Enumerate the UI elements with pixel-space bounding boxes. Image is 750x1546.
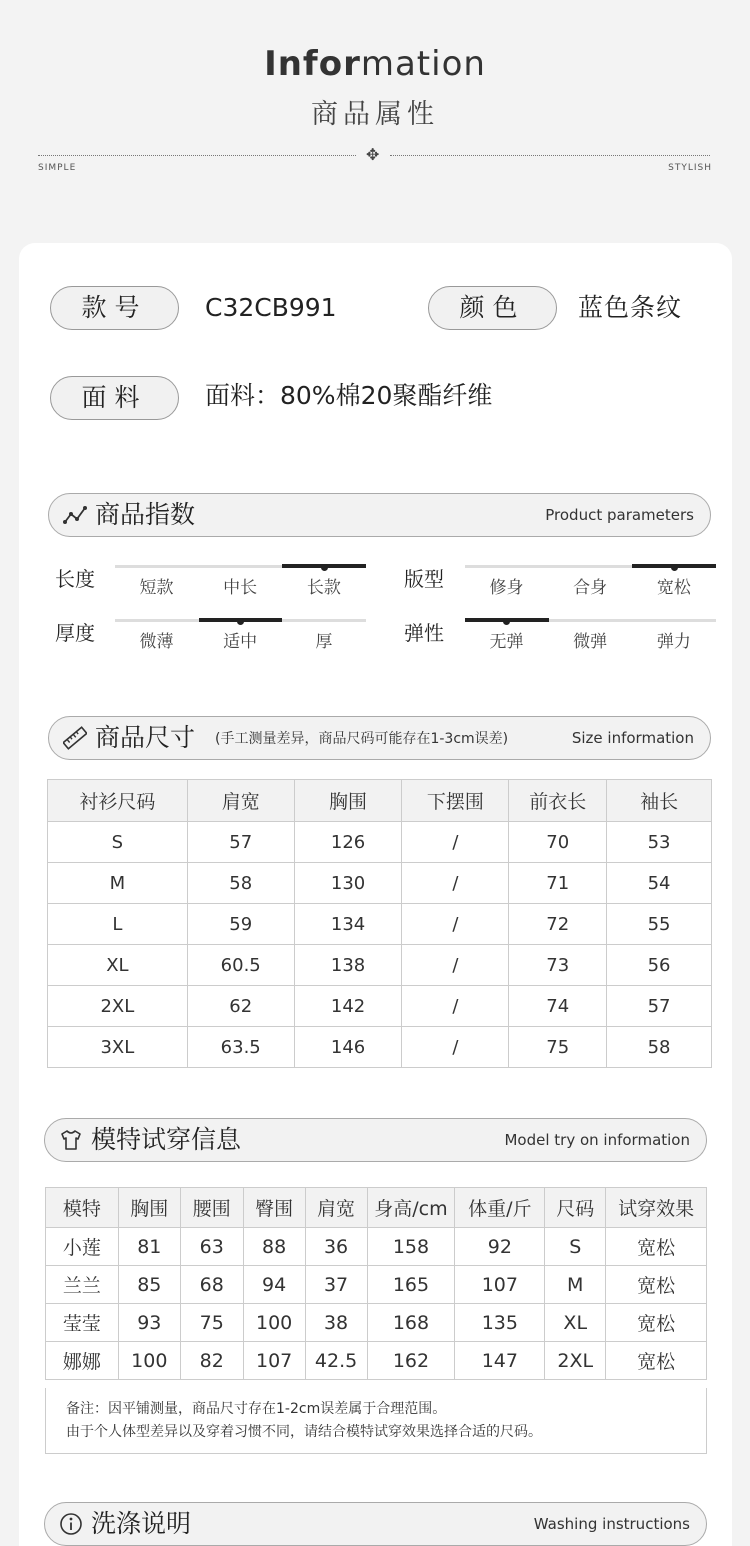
size-cell: / — [402, 945, 509, 986]
size-cell: 72 — [509, 904, 607, 945]
model-cell: 63 — [180, 1228, 243, 1266]
size-info-title: 商品尺寸 — [95, 723, 196, 752]
wash-info-title: 洗涤说明 — [91, 1509, 192, 1538]
info-icon — [59, 1512, 83, 1536]
size-cell: / — [402, 986, 509, 1027]
model-cell: 135 — [455, 1304, 545, 1342]
size-header-cell: 衬衫尺码 — [48, 780, 188, 822]
size-header-cell: 肩宽 — [187, 780, 294, 822]
scale-option: 合身 — [573, 578, 608, 598]
model-cell: 158 — [367, 1228, 455, 1266]
size-cell: 142 — [294, 986, 402, 1027]
shirt-icon — [59, 1128, 83, 1152]
model-cell: 37 — [305, 1266, 367, 1304]
model-table — [45, 1187, 707, 1380]
scale-option: 短款 — [139, 578, 174, 598]
product-index-en: Product parameters — [545, 506, 694, 524]
size-table-header — [48, 780, 712, 822]
model-cell: 85 — [118, 1266, 180, 1304]
size-cell: 63.5 — [187, 1027, 294, 1068]
page-title — [0, 44, 750, 84]
model-cell: 宽松 — [606, 1342, 707, 1380]
model-cell: 75 — [180, 1304, 243, 1342]
ruler-icon — [63, 726, 87, 750]
scale-option: 无弹 — [489, 632, 524, 652]
size-header-cell: 前衣长 — [509, 780, 607, 822]
remark-line-2: 由于个人体型差异以及穿着习惯不同，请结合模特试穿效果选择合适的尺码。 — [66, 1424, 542, 1440]
model-cell: 107 — [243, 1342, 305, 1380]
size-cell: 71 — [509, 863, 607, 904]
model-cell: 81 — [118, 1228, 180, 1266]
model-cell: 莹莹 — [46, 1304, 119, 1342]
model-header-cell: 身高/cm — [367, 1188, 455, 1228]
model-info-en: Model try on information — [504, 1131, 690, 1149]
size-info-header — [48, 716, 711, 760]
size-header-cell: 胸围 — [294, 780, 402, 822]
size-cell: 70 — [509, 822, 607, 863]
size-cell: 55 — [607, 904, 712, 945]
table-row — [48, 1027, 712, 1068]
scale-marker — [321, 564, 328, 571]
model-cell: 165 — [367, 1266, 455, 1304]
divider-right — [390, 155, 710, 156]
four-point-star-icon: ✥ — [366, 145, 380, 164]
scale-marker — [503, 618, 510, 625]
size-cell: 54 — [607, 863, 712, 904]
size-cell: 58 — [607, 1027, 712, 1068]
size-cell: XL — [48, 945, 188, 986]
scale-option: 微薄 — [139, 632, 174, 652]
size-cell: 126 — [294, 822, 402, 863]
model-cell: 92 — [455, 1228, 545, 1266]
size-cell: 53 — [607, 822, 712, 863]
thickness-scale — [115, 619, 366, 652]
model-table-header — [46, 1188, 707, 1228]
model-cell: 107 — [455, 1266, 545, 1304]
scale-marker — [671, 564, 678, 571]
model-cell: 宽松 — [606, 1304, 707, 1342]
scale-option: 弹力 — [656, 632, 691, 652]
title-bold: Infor — [264, 44, 361, 84]
size-cell: 130 — [294, 863, 402, 904]
fit-scale — [465, 565, 716, 598]
table-row — [48, 863, 712, 904]
table-row — [46, 1228, 707, 1266]
model-header-cell: 腰围 — [180, 1188, 243, 1228]
color-value: 蓝色条纹 — [578, 293, 683, 322]
divider-left — [38, 155, 356, 156]
model-cell: 小莲 — [46, 1228, 119, 1266]
wash-info-header — [44, 1502, 707, 1546]
size-cell: 58 — [187, 863, 294, 904]
product-index-title: 商品指数 — [95, 500, 196, 529]
size-cell: S — [48, 822, 188, 863]
wash-info-en: Washing instructions — [533, 1515, 690, 1533]
size-cell: 62 — [187, 986, 294, 1027]
size-cell: 2XL — [48, 986, 188, 1027]
page-subtitle: 商品属性 — [311, 99, 439, 130]
table-row — [46, 1266, 707, 1304]
scale-option: 修身 — [489, 578, 524, 598]
size-cell: 75 — [509, 1027, 607, 1068]
size-cell: 60.5 — [187, 945, 294, 986]
model-header-cell: 模特 — [46, 1188, 119, 1228]
size-info-note: (手工测量差异，商品尺码可能存在1-3cm误差) — [215, 731, 509, 747]
fabric-value: 面料：80%棉20聚酯纤维 — [205, 381, 493, 410]
model-cell: 娜娜 — [46, 1342, 119, 1380]
size-cell: 146 — [294, 1027, 402, 1068]
table-row — [48, 986, 712, 1027]
model-cell: 168 — [367, 1304, 455, 1342]
size-cell: L — [48, 904, 188, 945]
size-cell: 59 — [187, 904, 294, 945]
remark-line-1: 备注：因平铺测量，商品尺寸存在1-2cm误差属于合理范围。 — [66, 1401, 447, 1417]
model-cell: 88 — [243, 1228, 305, 1266]
scale-option: 长款 — [306, 578, 341, 598]
size-cell: M — [48, 863, 188, 904]
scale-option: 适中 — [223, 632, 258, 652]
size-cell: / — [402, 863, 509, 904]
size-cell: / — [402, 1027, 509, 1068]
model-header-cell: 体重/斤 — [455, 1188, 545, 1228]
scale-option: 微弹 — [573, 632, 608, 652]
table-row — [48, 945, 712, 986]
size-cell: 138 — [294, 945, 402, 986]
model-cell: 94 — [243, 1266, 305, 1304]
model-cell: 68 — [180, 1266, 243, 1304]
length-scale — [115, 565, 366, 598]
size-cell: 57 — [607, 986, 712, 1027]
size-header-cell: 袖长 — [607, 780, 712, 822]
model-header-cell: 尺码 — [545, 1188, 606, 1228]
table-row — [46, 1342, 707, 1380]
scale-marker — [237, 618, 244, 625]
scale-option: 中长 — [223, 578, 258, 598]
model-info-title: 模特试穿信息 — [91, 1125, 242, 1154]
size-cell: 56 — [607, 945, 712, 986]
line-chart-icon — [63, 503, 87, 527]
style-number-value: C32CB991 — [205, 293, 337, 322]
model-cell: 36 — [305, 1228, 367, 1266]
size-cell: / — [402, 822, 509, 863]
size-cell: 74 — [509, 986, 607, 1027]
color-label: 颜色 — [428, 286, 557, 330]
model-header-cell: 臀围 — [243, 1188, 305, 1228]
model-cell: 82 — [180, 1342, 243, 1380]
fabric-label: 面料 — [50, 376, 179, 420]
model-cell: 93 — [118, 1304, 180, 1342]
model-header-cell: 胸围 — [118, 1188, 180, 1228]
size-cell: 73 — [509, 945, 607, 986]
model-cell: M — [545, 1266, 606, 1304]
size-cell: / — [402, 904, 509, 945]
product-index-header — [48, 493, 711, 537]
tag-simple: SIMPLE — [38, 163, 77, 173]
table-row — [46, 1304, 707, 1342]
model-cell: 147 — [455, 1342, 545, 1380]
model-cell: 162 — [367, 1342, 455, 1380]
model-cell: 42.5 — [305, 1342, 367, 1380]
size-cell: 3XL — [48, 1027, 188, 1068]
style-number-label: 款号 — [50, 286, 179, 330]
model-header-cell: 试穿效果 — [606, 1188, 707, 1228]
fit-label: 版型 — [404, 567, 444, 591]
size-cell: 57 — [187, 822, 294, 863]
model-cell: S — [545, 1228, 606, 1266]
thickness-label: 厚度 — [55, 621, 95, 645]
model-cell: XL — [545, 1304, 606, 1342]
scale-option: 宽松 — [656, 578, 691, 598]
size-header-cell: 下摆围 — [402, 780, 509, 822]
size-cell: 134 — [294, 904, 402, 945]
model-info-header — [44, 1118, 707, 1162]
table-row — [48, 822, 712, 863]
model-cell: 100 — [243, 1304, 305, 1342]
title-light: mation — [360, 44, 486, 84]
length-label: 长度 — [55, 567, 95, 591]
size-table — [47, 779, 712, 1068]
table-row — [48, 904, 712, 945]
model-cell: 宽松 — [606, 1228, 707, 1266]
model-cell: 2XL — [545, 1342, 606, 1380]
model-header-cell: 肩宽 — [305, 1188, 367, 1228]
model-cell: 38 — [305, 1304, 367, 1342]
model-cell: 100 — [118, 1342, 180, 1380]
tag-stylish: STYLISH — [668, 163, 712, 173]
model-cell: 兰兰 — [46, 1266, 119, 1304]
elasticity-scale — [465, 619, 716, 652]
size-info-en: Size information — [571, 729, 694, 747]
elasticity-label: 弹性 — [404, 621, 444, 645]
model-remark — [45, 1388, 707, 1454]
model-cell: 宽松 — [606, 1266, 707, 1304]
scale-option: 厚 — [315, 632, 333, 652]
